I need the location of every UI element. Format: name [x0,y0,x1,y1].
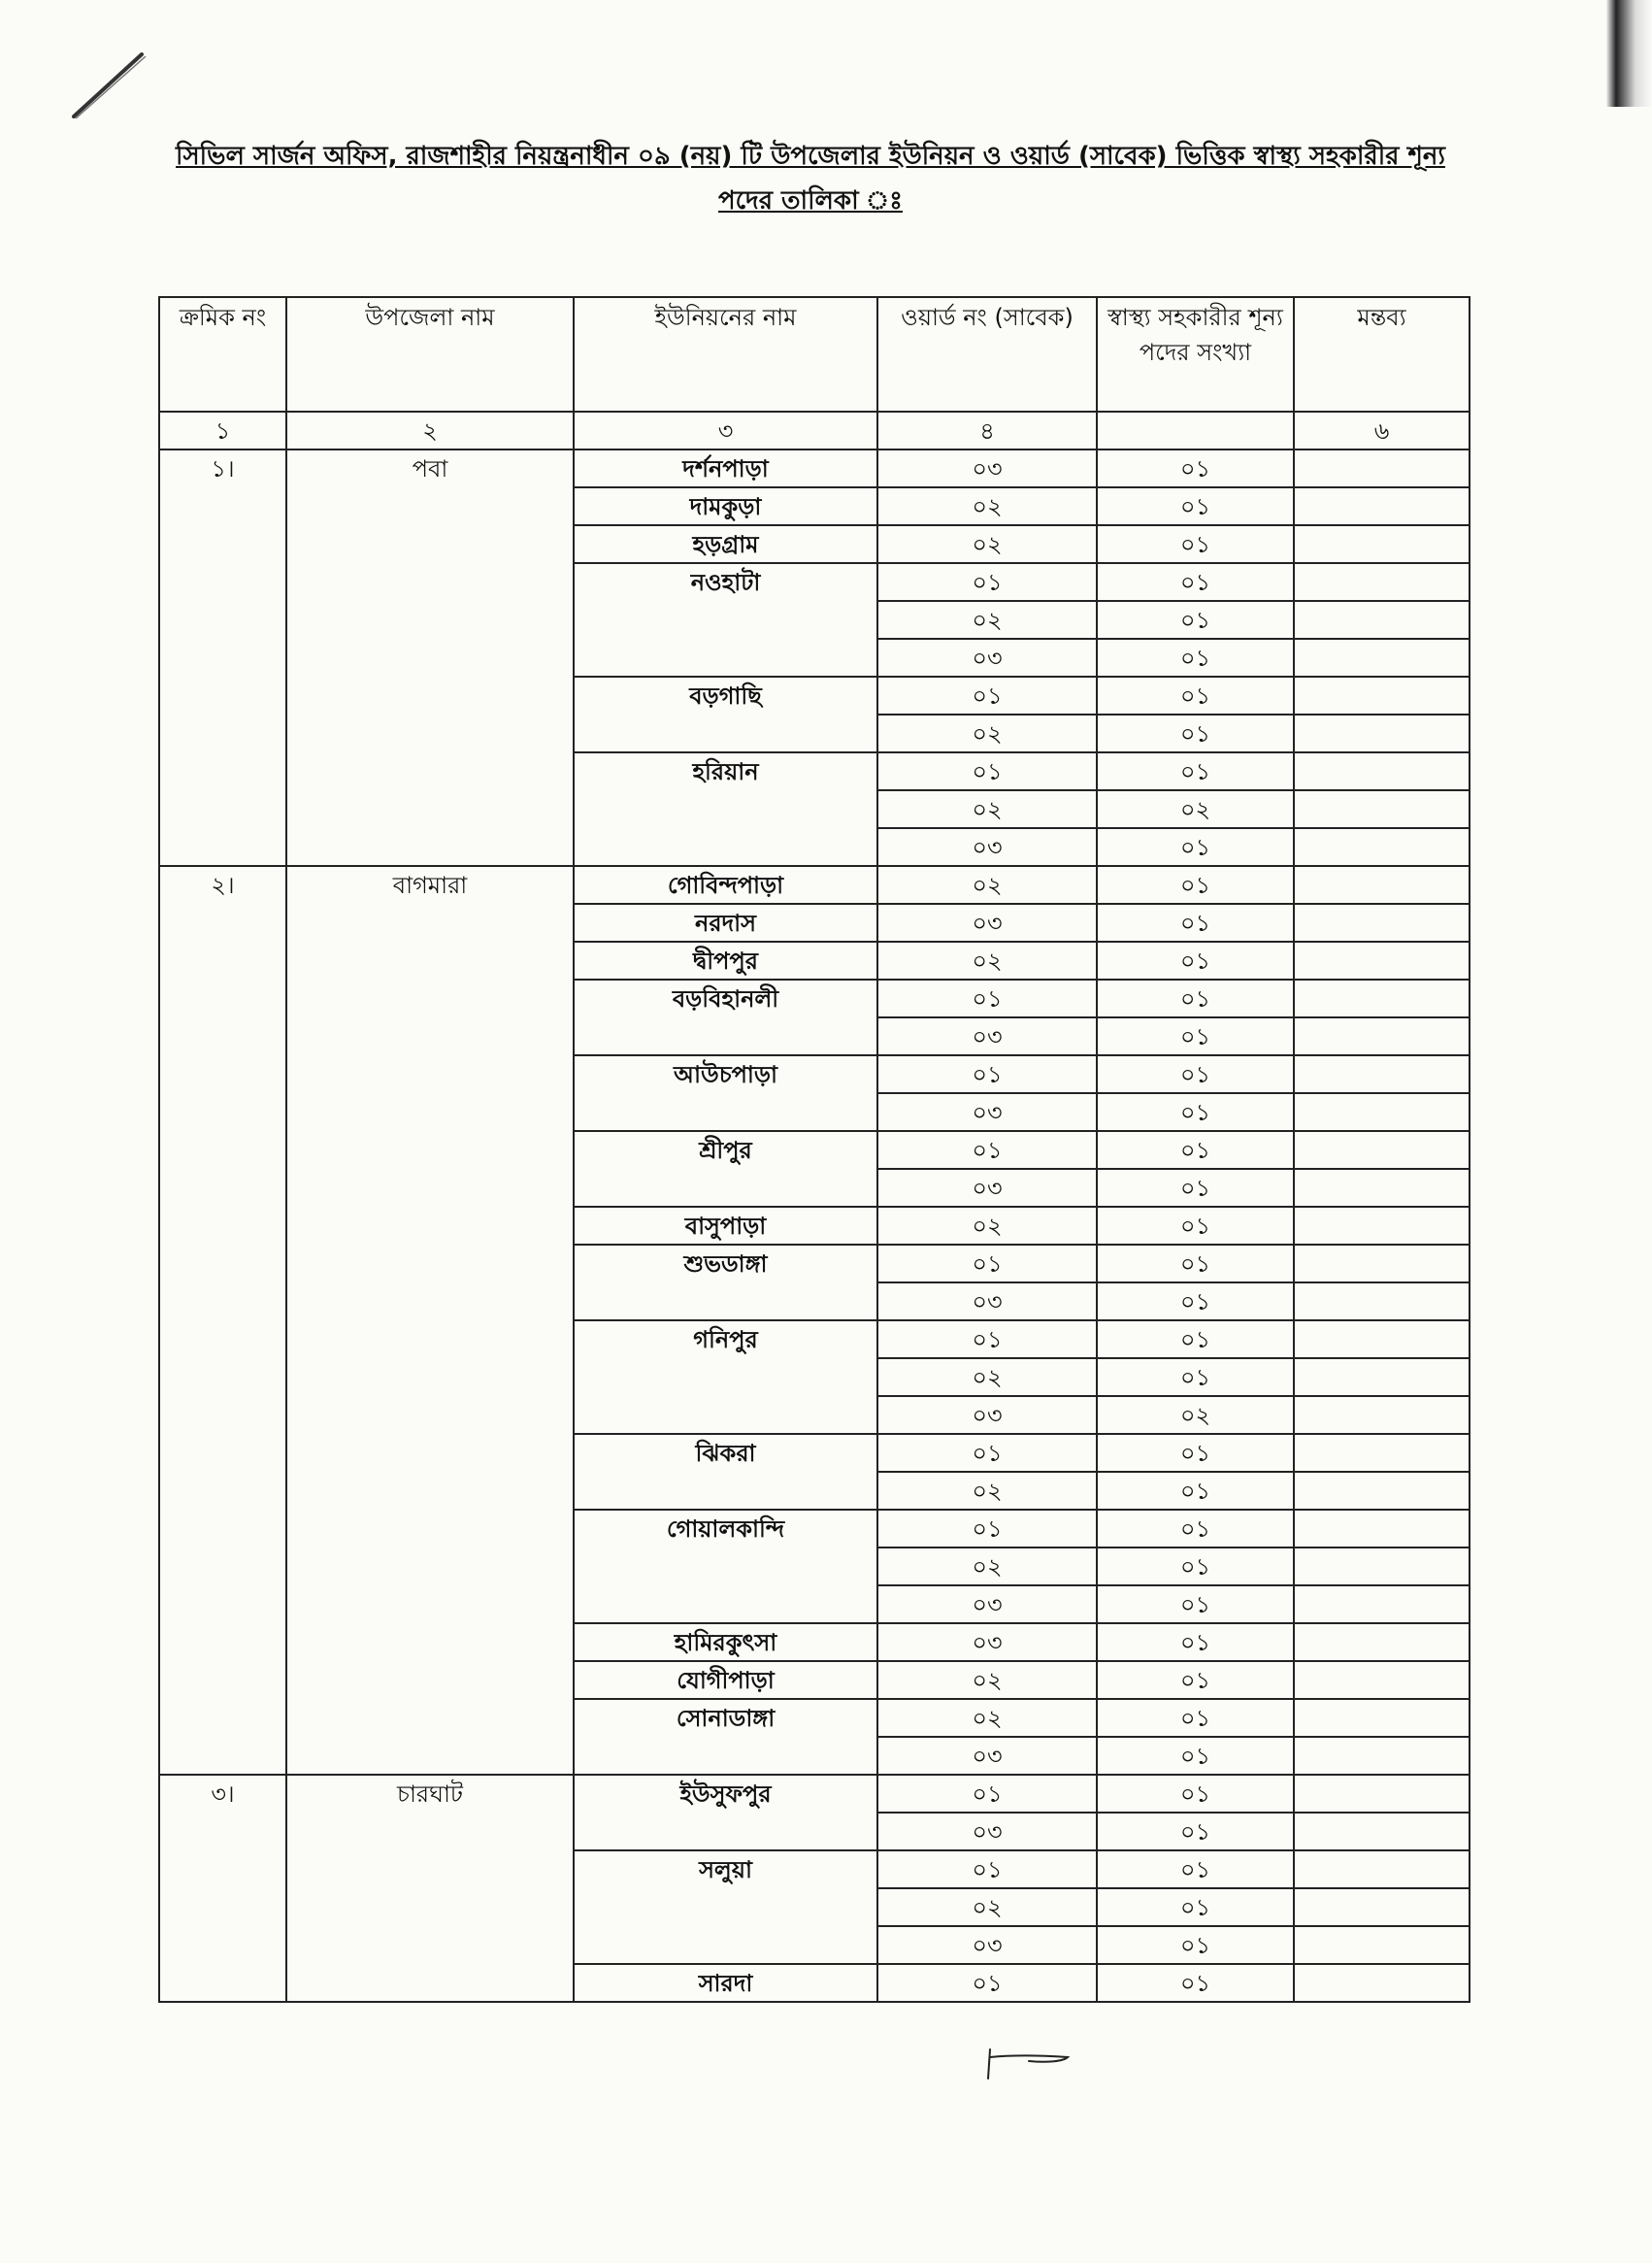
header-serial: ক্রমিক নং [159,297,286,412]
column-number: ৪ [877,412,1097,449]
vacancy-cell: ০১ [1097,1964,1294,2002]
vacancy-cell: ০১ [1097,1775,1294,1813]
vacancy-cell: ০১ [1097,752,1294,790]
ward-cell: ০২ [877,487,1097,525]
remarks-cell [1294,1585,1470,1623]
vacancy-cell: ০১ [1097,563,1294,601]
union-cell: বড়বিহানলী [574,980,877,1055]
remarks-cell [1294,1775,1470,1813]
ward-cell: ০১ [877,980,1097,1017]
remarks-cell [1294,525,1470,563]
vacancy-cell: ০১ [1097,1699,1294,1737]
vacancy-cell: ০১ [1097,866,1294,904]
vacancy-cell: ০১ [1097,1585,1294,1623]
union-cell: ঝিকরা [574,1434,877,1510]
vacancy-cell: ০১ [1097,1434,1294,1472]
scan-edge-shadow [1606,0,1652,107]
union-cell: গনিপুর [574,1320,877,1434]
remarks-cell [1294,1245,1470,1282]
table-row [159,449,1470,487]
union-cell: দামকুড়া [574,487,877,525]
vacancy-cell: ০১ [1097,1850,1294,1888]
vacancy-cell: ০১ [1097,1131,1294,1169]
header-remarks: মন্তব্য [1294,297,1470,412]
remarks-cell [1294,1888,1470,1926]
ward-cell: ০৩ [877,1926,1097,1964]
ward-cell: ০২ [877,1888,1097,1926]
union-cell: শুভডাঙ্গা [574,1245,877,1320]
vacancy-cell: ০১ [1097,677,1294,715]
remarks-cell [1294,601,1470,639]
remarks-cell [1294,715,1470,752]
upazila-cell: বাগমারা [286,866,574,1775]
vacancy-cell: ০১ [1097,1282,1294,1320]
remarks-cell [1294,790,1470,828]
ward-cell: ০২ [877,1699,1097,1737]
union-cell: হামিরকুৎসা [574,1623,877,1661]
ward-cell: ০৩ [877,1737,1097,1775]
union-cell: ইউসুফপুর [574,1775,877,1850]
remarks-cell [1294,1737,1470,1775]
ward-cell: ০১ [877,1320,1097,1358]
vacancy-cell: ০১ [1097,1093,1294,1131]
vacancy-cell: ০১ [1097,1055,1294,1093]
union-cell: বড়গাছি [574,677,877,752]
vacancy-cell: ০১ [1097,487,1294,525]
union-cell: সারদা [574,1964,877,2002]
vacancy-cell: ০১ [1097,1207,1294,1245]
ward-cell: ০১ [877,1055,1097,1093]
remarks-cell [1294,1623,1470,1661]
remarks-cell [1294,1472,1470,1510]
column-number: ৩ [574,412,877,449]
remarks-cell [1294,1434,1470,1472]
ward-cell: ০৩ [877,828,1097,866]
ward-cell: ০১ [877,1245,1097,1282]
ward-cell: ০১ [877,1964,1097,2002]
ward-cell: ০২ [877,1358,1097,1396]
ward-cell: ০১ [877,677,1097,715]
column-number: ৬ [1294,412,1470,449]
ward-cell: ০১ [877,563,1097,601]
vacancy-cell: ০২ [1097,1396,1294,1434]
remarks-cell [1294,563,1470,601]
remarks-cell [1294,1093,1470,1131]
union-cell: সোনাডাঙ্গা [574,1699,877,1775]
remarks-cell [1294,1699,1470,1737]
ward-cell: ০২ [877,1661,1097,1699]
vacancy-cell: ০১ [1097,1510,1294,1547]
table-row [159,1775,1470,1813]
union-cell: নওহাটা [574,563,877,677]
vacancy-cell: ০১ [1097,1888,1294,1926]
header-vacancy: স্বাস্থ্য সহকারীর শূন্য পদের সংখ্যা [1097,297,1294,412]
remarks-cell [1294,487,1470,525]
header-upazila: উপজেলা নাম [286,297,574,412]
union-cell: হরিয়ান [574,752,877,866]
vacancy-cell: ০১ [1097,1926,1294,1964]
header-ward: ওয়ার্ড নং (সাবেক) [877,297,1097,412]
ward-cell: ০২ [877,525,1097,563]
union-cell: দর্শনপাড়া [574,449,877,487]
serial-cell: ১। [159,449,286,866]
remarks-cell [1294,1320,1470,1358]
ward-cell: ০৩ [877,1623,1097,1661]
remarks-cell [1294,1813,1470,1850]
ward-cell: ০৩ [877,1585,1097,1623]
vacancy-cell: ০১ [1097,601,1294,639]
vacancy-cell: ০১ [1097,639,1294,677]
vacancy-cell: ০১ [1097,715,1294,752]
column-number: ১ [159,412,286,449]
ward-cell: ০১ [877,1131,1097,1169]
remarks-cell [1294,980,1470,1017]
ward-cell: ০৩ [877,449,1097,487]
upazila-cell: চারঘাট [286,1775,574,2002]
signature-mark [971,2044,1087,2082]
remarks-cell [1294,677,1470,715]
vacancy-cell: ০২ [1097,790,1294,828]
ward-cell: ০৩ [877,904,1097,942]
ward-cell: ০১ [877,1850,1097,1888]
vacancy-table [158,296,1470,2003]
ward-cell: ০১ [877,1434,1097,1472]
ward-cell: ০২ [877,1472,1097,1510]
union-cell: গোবিন্দপাড়া [574,866,877,904]
document-title: সিভিল সার্জন অফিস, রাজশাহীর নিয়ন্ত্রনাধীন ০৯ (নয়) টি উপজেলার ইউনিয়ন ও ওয়ার্ড (সাবেক) ভিত্তিক স্বাস্থ্য সহকারীর শূন্য পদের তালিকা ঃ [176,142,1445,216]
header-union: ইউনিয়নের নাম [574,297,877,412]
ward-cell: ০৩ [877,1169,1097,1207]
remarks-cell [1294,1017,1470,1055]
remarks-cell [1294,752,1470,790]
vacancy-cell: ০১ [1097,828,1294,866]
vacancy-cell: ০১ [1097,980,1294,1017]
vacancy-cell: ০১ [1097,1169,1294,1207]
remarks-cell [1294,1547,1470,1585]
vacancy-cell: ০১ [1097,1737,1294,1775]
ward-cell: ০২ [877,866,1097,904]
serial-cell: ২। [159,866,286,1775]
ward-cell: ০৩ [877,1813,1097,1850]
union-cell: নরদাস [574,904,877,942]
remarks-cell [1294,1661,1470,1699]
remarks-cell [1294,1850,1470,1888]
vacancy-cell: ০১ [1097,942,1294,980]
vacancy-cell: ০১ [1097,1017,1294,1055]
remarks-cell [1294,639,1470,677]
vacancy-cell: ০১ [1097,1813,1294,1850]
ward-cell: ০৩ [877,1017,1097,1055]
ward-cell: ০২ [877,715,1097,752]
remarks-cell [1294,449,1470,487]
remarks-cell [1294,1169,1470,1207]
ward-cell: ০১ [877,752,1097,790]
column-number-row [159,412,1470,449]
ward-cell: ০৩ [877,639,1097,677]
vacancy-cell: ০১ [1097,1661,1294,1699]
union-cell: হড়গ্রাম [574,525,877,563]
vacancy-cell: ০১ [1097,1245,1294,1282]
remarks-cell [1294,1964,1470,2002]
remarks-cell [1294,866,1470,904]
union-cell: শ্রীপুর [574,1131,877,1207]
remarks-cell [1294,1926,1470,1964]
remarks-cell [1294,1396,1470,1434]
ward-cell: ০২ [877,790,1097,828]
table-row [159,866,1470,904]
remarks-cell [1294,904,1470,942]
union-cell: আউচপাড়া [574,1055,877,1131]
union-cell: যোগীপাড়া [574,1661,877,1699]
ward-cell: ০৩ [877,1282,1097,1320]
ward-cell: ০২ [877,1547,1097,1585]
remarks-cell [1294,942,1470,980]
ward-cell: ০২ [877,1207,1097,1245]
ward-cell: ০৩ [877,1093,1097,1131]
vacancy-cell: ০১ [1097,1320,1294,1358]
pen-stroke-mark [68,49,155,136]
vacancy-cell: ০১ [1097,525,1294,563]
union-cell: সলুয়া [574,1850,877,1964]
ward-cell: ০২ [877,601,1097,639]
union-cell: বাসুপাড়া [574,1207,877,1245]
vacancy-cell: ০১ [1097,1358,1294,1396]
remarks-cell [1294,828,1470,866]
remarks-cell [1294,1055,1470,1093]
ward-cell: ০১ [877,1510,1097,1547]
remarks-cell [1294,1207,1470,1245]
remarks-cell [1294,1358,1470,1396]
table-header-row [159,297,1470,412]
vacancy-cell: ০১ [1097,449,1294,487]
remarks-cell [1294,1131,1470,1169]
ward-cell: ০১ [877,1775,1097,1813]
vacancy-cell: ০১ [1097,1547,1294,1585]
serial-cell: ৩। [159,1775,286,2002]
remarks-cell [1294,1282,1470,1320]
remarks-cell [1294,1510,1470,1547]
upazila-cell: পবা [286,449,574,866]
ward-cell: ০৩ [877,1396,1097,1434]
union-cell: গোয়ালকান্দি [574,1510,877,1623]
vacancy-cell: ০১ [1097,1623,1294,1661]
vacancy-cell: ০১ [1097,1472,1294,1510]
column-number: ২ [286,412,574,449]
vacancy-cell: ০১ [1097,904,1294,942]
ward-cell: ০২ [877,942,1097,980]
column-number [1097,412,1294,449]
union-cell: দ্বীপপুর [574,942,877,980]
